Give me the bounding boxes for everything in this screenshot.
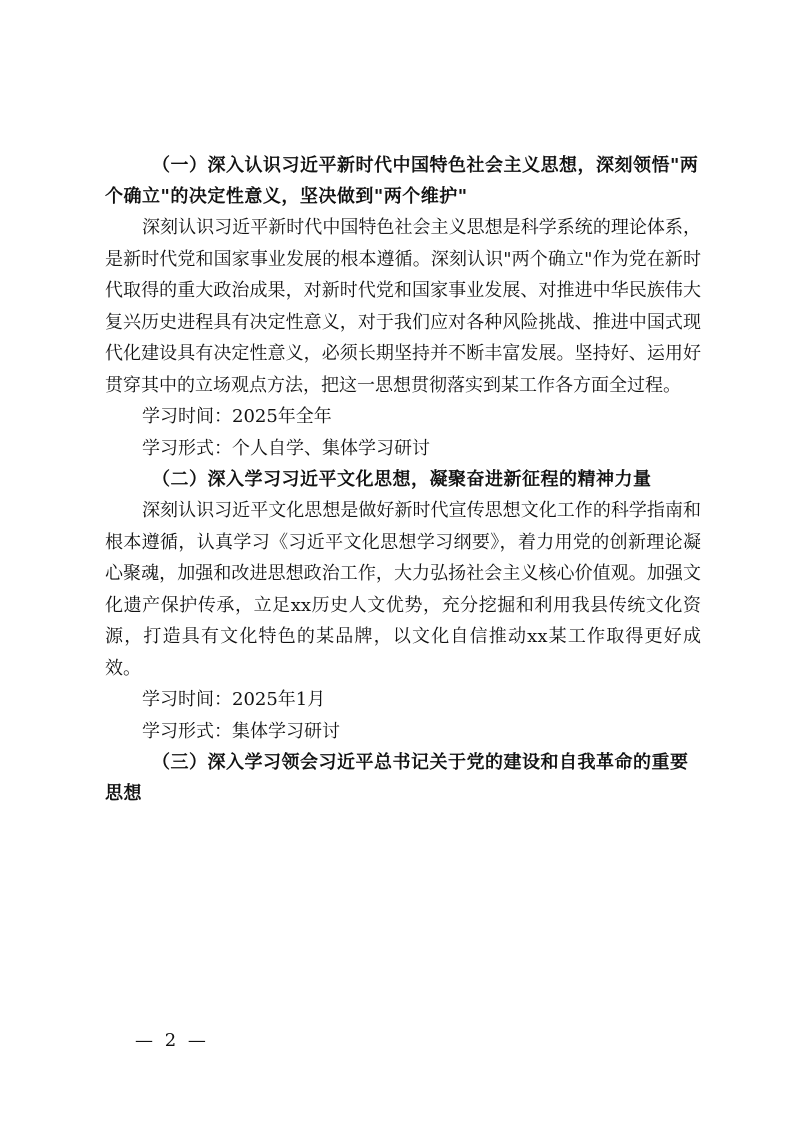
page-number: — 2 — [135,1030,209,1051]
section-1-study-time: 学习时间：2025年全年 [142,406,332,427]
section-2-body: 深刻认识习近平文化思想是做好新时代宣传思想文化工作的科学指南和根本遵循，认真学习《习近平文化思想学习纲要》，着力用党的创新理论凝心聚魂，加强和改进思想政治工作，大力弘扬社会主义核心价值观。加强文化遗产保护传承，立足xx历史人文优势，充分挖掘和利用我县传统文化资源，打造具有文化特色的某品牌，以文化自信推动xx某工作取得更好成效。 [105,500,701,679]
section-1-study-form: 学习形式：个人自学、集体学习研讨 [142,437,430,459]
document-body [105,150,701,809]
section-3-heading: （三）深入学习领会习近平总书记关于党的建设和自我革命的重要思想 [105,752,689,804]
section-2-study-form: 学习形式：集体学习研讨 [142,720,340,742]
section-2-heading: （二）深入学习习近平文化思想，凝聚奋进新征程的精神力量 [152,469,652,490]
section-1-heading: （一）深入认识习近平新时代中国特色社会主义思想，深刻领悟"两个确立"的决定性意义，坚决做到"两个维护" [105,155,699,207]
section-1-body: 深刻认识习近平新时代中国特色社会主义思想是科学系统的理论体系，是新时代党和国家事业发展的根本遵循。深刻认识"两个确立"作为党在新时代取得的重大政治成果，对新时代党和国家事业发展、对推进中华民族伟大复兴历史进程具有决定性意义，对于我们应对各种风险挑战、推进中国式现代化建设具有决定性意义，必须长期坚持并不断丰富发展。坚持好、运用好贯穿其中的立场观点方法，把这一思想贯彻落实到某工作各方面全过程。 [105,217,701,396]
section-2-study-time: 学习时间：2025年1月 [142,689,326,710]
